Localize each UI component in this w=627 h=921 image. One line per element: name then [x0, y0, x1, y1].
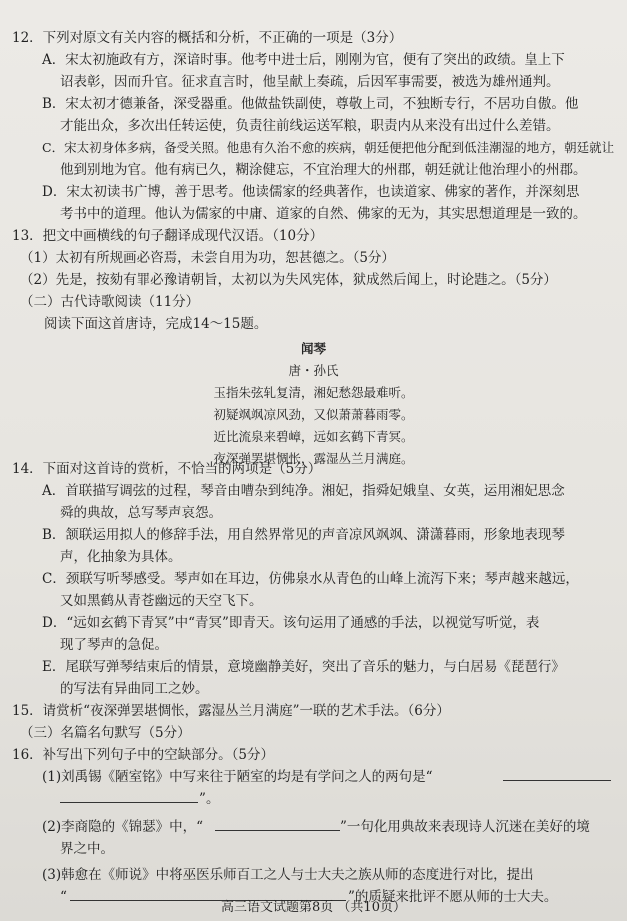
q14-option-b-line-1: B．颔联运用拟人的修辞手法，用自然界常见的声音凉风飒飒、潇潇暮雨，形象地表现琴: [42, 527, 565, 543]
q14-option-c-line-2: 又如黑鹤从青苍幽远的天空飞下。: [60, 593, 263, 609]
poem-author: 唐・孙氏: [288, 363, 339, 378]
q14-option-d-line-1: D．“远如玄鹤下青冥”中“青冥”即青天。该句运用了通感的手法，以视觉写听觉，表: [42, 615, 540, 631]
poetry-section: [0, 291, 627, 335]
q16-item-2-text-b: ”一句化用典故来表现诗人沉迷在美好的境: [340, 819, 590, 835]
option-d-line-2: 考书中的道理。他认为儒家的中庸、道家的自然、佛家的无为，其实思想道理是一致的。: [60, 206, 587, 222]
question-14: [0, 458, 627, 700]
question-13: [0, 225, 627, 291]
option-a-line-2: 诏表彰，因而升官。征求直言时，他呈献上奏疏，后因军事需要，被选为雄州通判。: [60, 74, 560, 90]
q16-item-1-close-quote: ”: [199, 791, 206, 807]
question-13-sentence-2: （2）先是，按劾有罪必豫请朝旨，太初以为失风宪体，狱成然后闻上，时论韪之。（5分）: [20, 272, 557, 288]
question-14-stem: 14．下面对这首诗的赏析，不恰当的两项是（5分）: [12, 461, 322, 477]
option-b-line-2: 才能出众，多次出任转运使，负责往前线运送军粮，职责内从来没有出过什么差错。: [60, 118, 560, 134]
section-heading-dictation: （三）名篇名句默写（5分）: [20, 725, 191, 741]
poem-line-3: 近比流泉来碧嶂，远如玄鹤下青冥。: [213, 429, 414, 444]
q14-option-e-line-2: 的写法有异曲同工之妙。: [60, 681, 209, 697]
question-16-stem: 16．补写出下列句子中的空缺部分。（5分）: [12, 747, 275, 763]
q16-item-3-text-a: (3)韩愈在《师说》中将巫医乐师百工之人与士大夫之族从师的态度进行对比，提出: [42, 867, 534, 883]
option-c-line-1: C．宋太初身体多病，备受关照。他患有久治不愈的疾病，朝廷便把他分配到低洼潮湿的地方，朝廷就让: [42, 140, 615, 155]
poem-title: 闻琴: [300, 341, 326, 356]
q14-option-a-line-1: A．首联描写调弦的过程，琴音由嘈杂到纯净。湘妃，指舜妃娥皇、女英，运用湘妃思念: [42, 483, 565, 499]
question-12-stem: 12．下列对原文有关内容的概括和分析，不正确的一项是（3分）: [12, 30, 403, 46]
q14-option-d-line-2: 现了琴声的急促。: [60, 637, 168, 653]
page-footer: 高三语文试题第8页 （共10页）: [221, 900, 406, 915]
section-heading-poetry: （二）古代诗歌阅读（11分）: [20, 294, 200, 310]
q16-item-1-blank-1[interactable]: [503, 766, 611, 788]
q16-item-1-period: 。: [206, 791, 220, 807]
question-15-16: [0, 700, 627, 908]
q16-item-3-open-quote: “: [60, 889, 67, 905]
question-13-sentence-1: （1）太初有所规画必咨焉，未尝自用为功，恕甚德之。（5分）: [20, 250, 395, 266]
q16-item-1-text: (1)刘禹锡《陋室铭》中写来往于陋室的均是有学问之人的两句是“: [42, 769, 433, 785]
q14-option-c-line-1: C．颈联写听琴感受。琴声如在耳边，仿佛泉水从青色的山峰上流泻下来；琴声越来越远，: [42, 571, 579, 587]
question-13-stem: 13．把文中画横线的句子翻译成现代汉语。（10分）: [12, 228, 324, 244]
option-c-line-2: 他到别地为官。他有病已久，糊涂健忘，不宜治理大的州郡，朝廷就让他治理小的州郡。: [60, 162, 587, 178]
q16-item-1-blank-2[interactable]: [60, 788, 198, 810]
poem: [0, 338, 627, 470]
q14-option-b-line-2: 声，化抽象为具体。: [60, 549, 182, 565]
poem-line-4: 夜深弹罢堪惆怅，露湿丛兰月满庭。: [213, 451, 414, 466]
question-15-stem: 15．请赏析“夜深弹罢堪惆怅，露湿丛兰月满庭”一联的艺术手法。（6分）: [12, 703, 450, 719]
q14-option-a-line-2: 舜的典故，总写琴声哀怨。: [60, 505, 222, 521]
question-12: [0, 27, 627, 225]
q16-item-2-text-a: (2)李商隐的《锦瑟》中，“: [42, 819, 204, 835]
q14-option-e-line-1: E．尾联写弹琴结束后的情景，意境幽静美好，突出了音乐的魅力，与白居易《琵琶行》: [42, 659, 565, 675]
q16-item-3-text-c: ”的质疑来批评不愿从师的士大夫。: [348, 889, 558, 905]
poetry-intro: 阅读下面这首唐诗，完成14～15题。: [44, 316, 268, 332]
q16-item-2-text-c: 界之中。: [60, 841, 114, 857]
poem-line-1: 玉指朱弦轧复清，湘妃愁怨最难听。: [213, 385, 414, 400]
option-b-line-1: B．宋太初才德兼备，深受器重。他做盐铁副使，尊敬上司，不独断专行，不居功自傲。他: [42, 96, 579, 112]
q16-item-2-blank[interactable]: [215, 816, 340, 838]
option-d-line-1: D．宋太初读书广博，善于思考。他读儒家的经典著作，也读道家、佛家的著作，并深刻思: [42, 184, 580, 200]
poem-line-2: 初疑飒飒凉风劲，又似萧萧暮雨零。: [213, 407, 414, 422]
option-a-line-1: A．宋太初施政有方，深谙时事。他考中进士后，刚刚为官，便有了突出的政绩。皇上下: [42, 52, 565, 68]
